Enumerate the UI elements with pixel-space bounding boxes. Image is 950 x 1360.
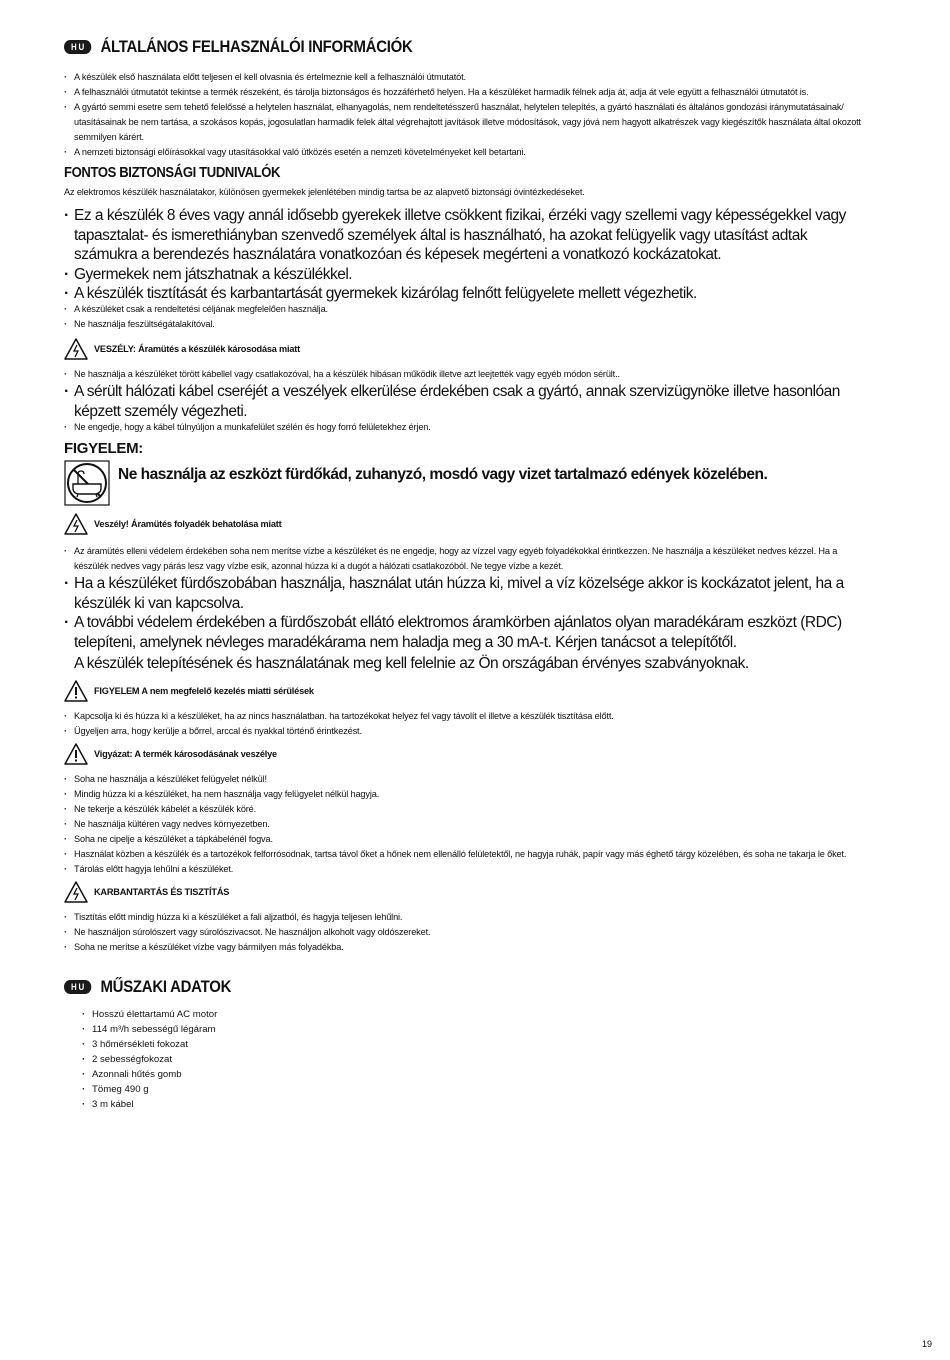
maintenance-cleaning-warning (64, 880, 229, 904)
list-item: · A további védelem érdekében a fürdőszobát ellátó elektromos áramkörben ajánlatos olyan maradékáram eszközt (RDC) telepíteni, amelynek névleges maradékárama nem haladja meg a 30 mA-t. Kérjen tanácsot a telepítőtől. (64, 613, 874, 652)
list-item: · 114 m³/h sebességű légáram (82, 1022, 217, 1037)
list-item: · Ha a készüléket fürdőszobában használja, használat után húzza ki, mivel a víz közelsége akkor is kockázatot jelent, ha a készülék ki van kapcsolva. (64, 574, 874, 613)
list-item: · Azonnali hűtés gomb (82, 1067, 217, 1082)
safety-small-list (64, 302, 874, 332)
safety-heading: FONTOS BIZTONSÁGI TUDNIVALÓK (64, 165, 281, 181)
technical-data-heading (64, 976, 231, 997)
list-item: · Hosszú élettartamú AC motor (82, 1007, 217, 1022)
list-item: · A készülék tisztítását és karbantartását gyermekek kizárólag felnőtt felügyelete mellett végezhetik. (64, 284, 874, 304)
list-item: · Tisztítás előtt mindig húzza ki a készüléket a fali aljzatból, és hagyja teljesen lehűlni. (64, 910, 874, 925)
list-item: · Tárolás előtt hagyja lehűlni a készüléket. (64, 862, 874, 877)
list-item: · Ne használja feszültségátalakítóval. (64, 317, 874, 332)
list-item: · Mindig húzza ki a készüléket, ha nem használja vagy felügyelet nélkül hagyja. (64, 787, 874, 802)
list-item: · A nemzeti biztonsági előírásokkal vagy utasításokkal való ütközés esetén a nemzeti követelményeket kell betartani. (64, 145, 874, 160)
list-item: · 3 m kábel (82, 1097, 217, 1112)
warning5-list (64, 910, 874, 955)
technical-data-list (82, 1007, 217, 1112)
list-item: · Ne használja kültéren vagy nedves környezetben. (64, 817, 874, 832)
list-item: · Az áramütés elleni védelem érdekében soha nem merítse vízbe a készüléket és ne engedje, hogy az vízzel vagy egyéb folyadékokkal érintkezzen. Ne használja a készüléket nedves kézzel. Ha a készülék nedves vagy párás lesz vagy vízbe esik, azonnal húzza ki a dugót a hálózati csatlakozóból. Ne tegye vízbe a kezét. (64, 544, 874, 574)
warning1-list-a (64, 367, 874, 382)
safety-intro: Az elektromos készülék használatakor, különösen gyermekek jelenlétében mindig tartsa be az alapvető biztonsági óvintézkedéseket. (64, 187, 585, 197)
warning-electric-shock-damage (64, 337, 300, 361)
bathtub-warning-text: Ne használja az eszközt fürdőkád, zuhanyzó, mosdó vagy vizet tartalmazó edények közelében. (118, 466, 768, 483)
warning1-big-list (64, 382, 874, 421)
section-title: ÁLTALÁNOS FELHASZNÁLÓI INFORMÁCIÓK (100, 36, 413, 56)
warning-label: KARBANTARTÁS ÉS TISZTÍTÁS (94, 887, 230, 897)
warning-triangle-exclamation-icon (64, 743, 88, 765)
list-item: · Soha ne merítse a készüléket vízbe vagy bármilyen más folyadékba. (64, 940, 874, 955)
warning-triangle-lightning-icon (64, 513, 88, 535)
warning-label: Veszély! Áramütés folyadék behatolása miatt (94, 519, 282, 529)
warning-label: VESZÉLY: Áramütés a készülék károsodása miatt (94, 344, 300, 354)
list-item: · Ne tekerje a készülék kábelét a készülék köré. (64, 802, 874, 817)
list-item: · A felhasználói útmutatót tekintse a termék részeként, és tárolja biztonságos és hozzáférhető helyen. Ha a készüléket harmadik félnek adja át, adja át vele együtt a felhasználói útmutatót is. (64, 85, 874, 100)
warning-label: Vigyázat: A termék károsodásának veszélye (94, 749, 277, 759)
list-item: · Soha ne cipelje a készüléket a tápkábelénél fogva. (64, 832, 874, 847)
list-item: · 2 sebességfokozat (82, 1052, 217, 1067)
list-item: · Ne használjon súrolószert vagy súrolószivacsot. Ne használjon alkoholt vagy oldószereket. (64, 925, 874, 940)
standards-note: A készülék telepítésének és használatának meg kell felelnie az Ön országában érvényes szabványoknak. (74, 655, 749, 672)
safety-big-list (64, 206, 874, 304)
warning-improper-handling (64, 679, 314, 703)
list-item: · Kapcsolja ki és húzza ki a készüléket, ha az nincs használatban. ha tartozékokat helyez fel vagy távolít el illetve a készülék tisztítása előtt. (64, 709, 874, 724)
warning3-list (64, 709, 874, 739)
attention-heading: FIGYELEM: (64, 440, 143, 457)
list-item: · Gyermekek nem játszhatnak a készülékkel. (64, 265, 874, 285)
language-badge: HU (64, 980, 91, 994)
warning-liquid-shock (64, 512, 281, 536)
warning-triangle-lightning-icon (64, 338, 88, 360)
general-info-list (64, 70, 874, 160)
warning1-list-b (64, 420, 874, 435)
no-bathtub-icon (64, 460, 110, 506)
warning2-big-list (64, 574, 874, 652)
list-item: · Ez a készülék 8 éves vagy annál idősebb gyerekek illetve csökkent fizikai, érzéki vagy szellemi vagy képességekkel vagy tapasztalat- és ismerethiányban szenvedő személyek által is használható, ha azokat felügyelik vagy utasítást adtak számukra a berendezés használatára vonatkozóan és képesek megérteni a vonatkozó kockázatokat. (64, 206, 874, 265)
list-item: · A készülék első használata előtt teljesen el kell olvasnia és értelmeznie kell a felhasználói útmutatót. (64, 70, 874, 85)
page-number: 19 (921, 1339, 932, 1349)
warning-triangle-exclamation-icon (64, 680, 88, 702)
warning4-list (64, 772, 874, 877)
warning-product-damage (64, 742, 277, 766)
list-item: · A készüléket csak a rendeltetési céljának megfelelően használja. (64, 302, 874, 317)
warning-label: FIGYELEM A nem megfelelő kezelés miatti sérülések (94, 686, 314, 696)
warning2-list (64, 544, 874, 574)
list-item: · A gyártó semmi esetre sem tehető felelőssé a helytelen használat, elhanyagolás, nem rendeltetésszerű használat, helytelen telepítés, a gyártó használati és általános gondozási iránymutatásainak/ utasításainak be nem tartása, a szokásos kopás, jogosulatlan harmadik felek által végrehajtott javítások illetve módosítások, vagy jóvá nem hagyott alkatrészek vagy kiegészítők használata által okozott semmilyen kárért. (64, 100, 874, 145)
list-item: · Használat közben a készülék és a tartozékok felforrósodnak, tartsa távol őket a hőnek nem ellenálló felületektől, ne hagyja ruhák, papír vagy más éghető tárgy közelében, és soha ne takarja le őket. (64, 847, 874, 862)
warning-triangle-lightning-icon (64, 881, 88, 903)
language-badge: HU (64, 40, 91, 54)
section-title: MŰSZAKI ADATOK (100, 976, 232, 996)
list-item: · Ne engedje, hogy a kábel túlnyúljon a munkafelület szélén és hogy forró felületekhez érjen. (64, 420, 874, 435)
list-item: · A sérült hálózati kábel cseréjét a veszélyek elkerülése érdekében csak a gyártó, annak szervizügynöke illetve hasonlóan képzett személy végezheti. (64, 382, 874, 421)
list-item: · Soha ne használja a készüléket felügyelet nélkül! (64, 772, 874, 787)
list-item: · Ne használja a készüléket törött kábellel vagy csatlakozóval, ha a készülék hibásan működik illetve azt leejtették vagy egyéb módon sérült.. (64, 367, 874, 382)
section-general-info-heading (64, 36, 413, 57)
list-item: · Ügyeljen arra, hogy kerülje a bőrrel, arccal és nyakkal történő érintkezést. (64, 724, 874, 739)
list-item: · 3 hőmérsékleti fokozat (82, 1037, 217, 1052)
list-item: · Tömeg 490 g (82, 1082, 217, 1097)
